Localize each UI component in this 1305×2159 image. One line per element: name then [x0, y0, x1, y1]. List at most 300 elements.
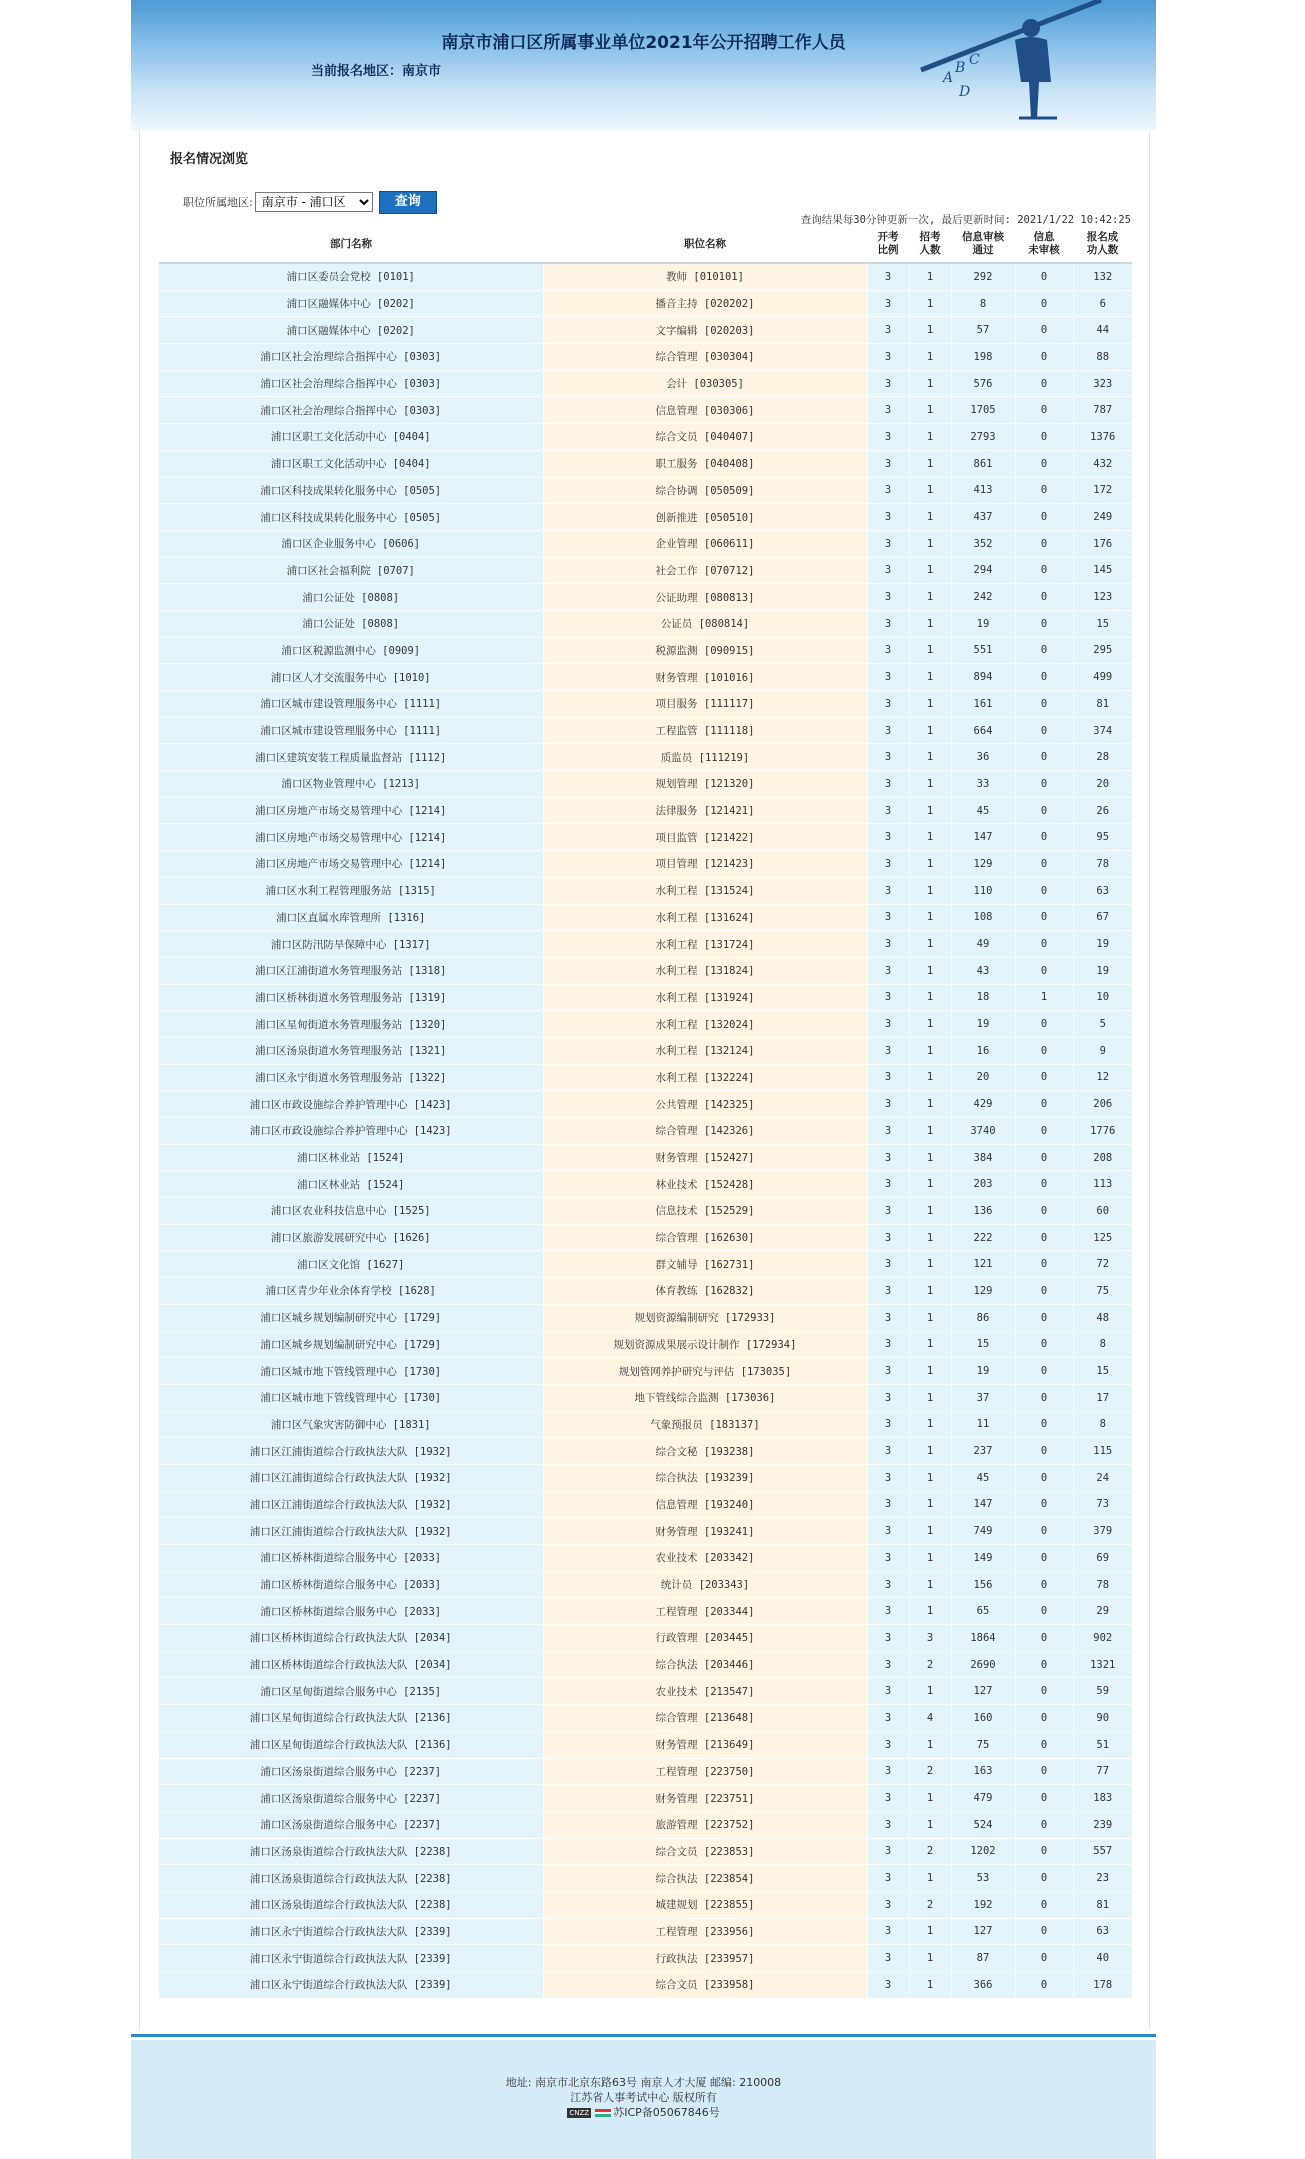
- position-cell: 财务管理 [213649]: [543, 1731, 867, 1758]
- position-cell: 规划管理 [121320]: [543, 771, 867, 798]
- recruit-count-cell: 1: [909, 1224, 951, 1251]
- registered-count-cell: 432: [1073, 450, 1132, 477]
- registered-count-cell: 902: [1073, 1625, 1132, 1652]
- recruit-count-cell: 1: [909, 1144, 951, 1171]
- registered-count-cell: 60: [1073, 1198, 1132, 1225]
- registered-count-cell: 206: [1073, 1091, 1132, 1118]
- footer-divider: [131, 2034, 1156, 2037]
- dept-cell: 浦口区永宁街道水务管理服务站 [1322]: [159, 1064, 543, 1091]
- info-pending-cell: 0: [1015, 1705, 1073, 1732]
- exam-ratio-cell: 3: [867, 1758, 909, 1785]
- info-pending-cell: 0: [1015, 931, 1073, 958]
- info-pending-cell: 0: [1015, 1144, 1073, 1171]
- position-cell: 工程监管 [111118]: [543, 717, 867, 744]
- icp-link[interactable]: 苏ICP备05067846号: [613, 2106, 720, 2119]
- info-approved-cell: 524: [951, 1811, 1015, 1838]
- position-cell: 法律服务 [121421]: [543, 797, 867, 824]
- registered-count-cell: 63: [1073, 1918, 1132, 1945]
- registered-count-cell: 5: [1073, 1011, 1132, 1038]
- table-row: [159, 1518, 1132, 1545]
- dept-cell: 浦口区桥林街道综合行政执法大队 [2034]: [159, 1651, 543, 1678]
- table-row: [159, 1545, 1132, 1572]
- registered-count-cell: 295: [1073, 637, 1132, 664]
- exam-ratio-cell: 3: [867, 1598, 909, 1625]
- col-info-pending-header: 信息 未审核: [1015, 226, 1073, 263]
- svg-text:C: C: [969, 52, 980, 68]
- exam-ratio-cell: 3: [867, 1411, 909, 1438]
- dept-cell: 浦口区城市地下管线管理中心 [1730]: [159, 1358, 543, 1385]
- recruit-count-cell: 1: [909, 397, 951, 424]
- exam-ratio-cell: 3: [867, 1064, 909, 1091]
- dept-cell: 浦口区江浦街道综合行政执法大队 [1932]: [159, 1464, 543, 1491]
- dept-cell: 浦口区市政设施综合养护管理中心 [1423]: [159, 1118, 543, 1145]
- exam-ratio-cell: 3: [867, 1945, 909, 1972]
- registered-count-cell: 323: [1073, 370, 1132, 397]
- table-row: [159, 1945, 1132, 1972]
- position-cell: 项目服务 [111117]: [543, 691, 867, 718]
- registered-count-cell: 123: [1073, 584, 1132, 611]
- registered-count-cell: 40: [1073, 1945, 1132, 1972]
- exam-ratio-cell: 3: [867, 477, 909, 504]
- registered-count-cell: 172: [1073, 477, 1132, 504]
- registered-count-cell: 19: [1073, 931, 1132, 958]
- recruit-count-cell: 1: [909, 1411, 951, 1438]
- recruit-count-cell: 1: [909, 957, 951, 984]
- exam-ratio-cell: 3: [867, 1464, 909, 1491]
- registered-count-cell: 115: [1073, 1438, 1132, 1465]
- registered-count-cell: 69: [1073, 1545, 1132, 1572]
- info-pending-cell: 0: [1015, 1438, 1073, 1465]
- recruit-count-cell: 1: [909, 450, 951, 477]
- info-approved-cell: 18: [951, 984, 1015, 1011]
- exam-ratio-cell: 3: [867, 317, 909, 344]
- table-row: [159, 610, 1132, 637]
- table-row: [159, 744, 1132, 771]
- recruit-count-cell: 2: [909, 1651, 951, 1678]
- dept-cell: 浦口区汤泉街道综合服务中心 [2237]: [159, 1758, 543, 1785]
- dept-cell: 浦口区星甸街道综合行政执法大队 [2136]: [159, 1731, 543, 1758]
- recruit-count-cell: 1: [909, 851, 951, 878]
- exam-ratio-cell: 3: [867, 957, 909, 984]
- exam-ratio-cell: 3: [867, 1198, 909, 1225]
- info-approved-cell: 15: [951, 1331, 1015, 1358]
- position-cell: 播音主持 [020202]: [543, 290, 867, 317]
- info-pending-cell: 0: [1015, 344, 1073, 371]
- recruit-count-cell: 1: [909, 1545, 951, 1572]
- query-button[interactable]: 查询: [379, 191, 437, 214]
- dept-cell: 浦口区建筑安装工程质量监督站 [1112]: [159, 744, 543, 771]
- dept-cell: 浦口区城市建设管理服务中心 [1111]: [159, 691, 543, 718]
- recruit-count-cell: 1: [909, 1598, 951, 1625]
- info-pending-cell: 0: [1015, 957, 1073, 984]
- exam-ratio-cell: 3: [867, 263, 909, 290]
- table-row: [159, 1171, 1132, 1198]
- position-cell: 旅游管理 [223752]: [543, 1811, 867, 1838]
- dept-cell: 浦口区汤泉街道综合服务中心 [2237]: [159, 1811, 543, 1838]
- dept-cell: 浦口区林业站 [1524]: [159, 1144, 543, 1171]
- registered-count-cell: 81: [1073, 691, 1132, 718]
- table-row: [159, 637, 1132, 664]
- dept-cell: 浦口区永宁街道综合行政执法大队 [2339]: [159, 1972, 543, 1999]
- registered-count-cell: 15: [1073, 1358, 1132, 1385]
- position-cell: 水利工程 [131924]: [543, 984, 867, 1011]
- info-pending-cell: 0: [1015, 1598, 1073, 1625]
- recruit-count-cell: 1: [909, 263, 951, 290]
- dept-cell: 浦口区汤泉街道综合行政执法大队 [2238]: [159, 1865, 543, 1892]
- registered-count-cell: 63: [1073, 877, 1132, 904]
- exam-ratio-cell: 3: [867, 637, 909, 664]
- exam-ratio-cell: 3: [867, 1518, 909, 1545]
- registered-count-cell: 1376: [1073, 424, 1132, 451]
- col-recruit-count-header: 招考 人数: [909, 226, 951, 263]
- position-cell: 规划资源成果展示设计制作 [172934]: [543, 1331, 867, 1358]
- col-info-approved-header: 信息审核 通过: [951, 226, 1015, 263]
- info-approved-cell: 37: [951, 1384, 1015, 1411]
- table-row: [159, 1838, 1132, 1865]
- info-approved-cell: 413: [951, 477, 1015, 504]
- registered-count-cell: 95: [1073, 824, 1132, 851]
- info-approved-cell: 2793: [951, 424, 1015, 451]
- exam-ratio-cell: 3: [867, 1304, 909, 1331]
- table-row: [159, 450, 1132, 477]
- table-row: [159, 1918, 1132, 1945]
- info-pending-cell: 0: [1015, 1198, 1073, 1225]
- registered-count-cell: 374: [1073, 717, 1132, 744]
- info-pending-cell: 0: [1015, 424, 1073, 451]
- position-cell: 综合执法 [193239]: [543, 1464, 867, 1491]
- info-pending-cell: 0: [1015, 1811, 1073, 1838]
- exam-ratio-cell: 3: [867, 1571, 909, 1598]
- info-approved-cell: 576: [951, 370, 1015, 397]
- position-cell: 综合管理 [213648]: [543, 1705, 867, 1732]
- info-approved-cell: 894: [951, 664, 1015, 691]
- info-pending-cell: 0: [1015, 1838, 1073, 1865]
- table-row: [159, 877, 1132, 904]
- dept-cell: 浦口区农业科技信息中心 [1525]: [159, 1198, 543, 1225]
- exam-ratio-cell: 3: [867, 1011, 909, 1038]
- info-pending-cell: 0: [1015, 290, 1073, 317]
- dept-cell: 浦口区城乡规划编制研究中心 [1729]: [159, 1304, 543, 1331]
- info-approved-cell: 156: [951, 1571, 1015, 1598]
- recruit-count-cell: 1: [909, 1918, 951, 1945]
- registered-count-cell: 29: [1073, 1598, 1132, 1625]
- table-row: [159, 931, 1132, 958]
- position-cell: 群文辅导 [162731]: [543, 1251, 867, 1278]
- position-cell: 质监员 [111219]: [543, 744, 867, 771]
- info-pending-cell: 0: [1015, 1358, 1073, 1385]
- table-row: [159, 717, 1132, 744]
- exam-ratio-cell: 3: [867, 931, 909, 958]
- info-approved-cell: 45: [951, 797, 1015, 824]
- position-cell: 综合执法 [203446]: [543, 1651, 867, 1678]
- position-cell: 城建规划 [223855]: [543, 1891, 867, 1918]
- position-cell: 气象预报员 [183137]: [543, 1411, 867, 1438]
- table-row: [159, 1758, 1132, 1785]
- exam-ratio-cell: 3: [867, 851, 909, 878]
- exam-ratio-cell: 3: [867, 610, 909, 637]
- recruit-count-cell: 1: [909, 1198, 951, 1225]
- position-cell: 统计员 [203343]: [543, 1571, 867, 1598]
- svg-text:D: D: [959, 84, 971, 100]
- info-approved-cell: 384: [951, 1144, 1015, 1171]
- dept-cell: 浦口公证处 [0808]: [159, 610, 543, 637]
- exam-ratio-cell: 3: [867, 530, 909, 557]
- dept-cell: 浦口区江浦街道综合行政执法大队 [1932]: [159, 1438, 543, 1465]
- dept-cell: 浦口区永宁街道综合行政执法大队 [2339]: [159, 1918, 543, 1945]
- recruit-count-cell: 1: [909, 290, 951, 317]
- exam-ratio-cell: 3: [867, 1438, 909, 1465]
- position-cell: 社会工作 [070712]: [543, 557, 867, 584]
- position-cell: 水利工程 [131724]: [543, 931, 867, 958]
- info-approved-cell: 292: [951, 263, 1015, 290]
- info-pending-cell: 0: [1015, 504, 1073, 531]
- info-approved-cell: 437: [951, 504, 1015, 531]
- info-pending-cell: 0: [1015, 1491, 1073, 1518]
- exam-ratio-cell: 3: [867, 1838, 909, 1865]
- dept-cell: 浦口区桥林街道综合行政执法大队 [2034]: [159, 1625, 543, 1652]
- dept-cell: 浦口区江浦街道水务管理服务站 [1318]: [159, 957, 543, 984]
- recruit-count-cell: 1: [909, 370, 951, 397]
- position-cell: 综合管理 [142326]: [543, 1118, 867, 1145]
- exam-ratio-cell: 3: [867, 1144, 909, 1171]
- exam-ratio-cell: 3: [867, 1491, 909, 1518]
- registered-count-cell: 10: [1073, 984, 1132, 1011]
- position-cell: 公共管理 [142325]: [543, 1091, 867, 1118]
- registered-count-cell: 183: [1073, 1785, 1132, 1812]
- position-cell: 水利工程 [132024]: [543, 1011, 867, 1038]
- info-pending-cell: 0: [1015, 1972, 1073, 1999]
- table-row: [159, 1705, 1132, 1732]
- gov-badge-icon: [595, 2109, 611, 2117]
- registered-count-cell: 28: [1073, 744, 1132, 771]
- info-pending-cell: 0: [1015, 1731, 1073, 1758]
- table-row: [159, 904, 1132, 931]
- table-row: [159, 851, 1132, 878]
- dept-cell: 浦口区星甸街道综合服务中心 [2135]: [159, 1678, 543, 1705]
- exam-ratio-cell: 3: [867, 1251, 909, 1278]
- recruit-count-cell: 1: [909, 1171, 951, 1198]
- recruit-count-cell: 1: [909, 1972, 951, 1999]
- position-cell: 农业技术 [203342]: [543, 1545, 867, 1572]
- registered-count-cell: 239: [1073, 1811, 1132, 1838]
- dept-cell: 浦口区社会治理综合指挥中心 [0303]: [159, 370, 543, 397]
- exam-ratio-cell: 3: [867, 397, 909, 424]
- info-pending-cell: 0: [1015, 1651, 1073, 1678]
- dept-cell: 浦口区气象灾害防御中心 [1831]: [159, 1411, 543, 1438]
- position-cell: 财务管理 [152427]: [543, 1144, 867, 1171]
- svg-text:A: A: [943, 70, 954, 86]
- exam-ratio-cell: 3: [867, 1865, 909, 1892]
- info-approved-cell: 366: [951, 1972, 1015, 1999]
- info-pending-cell: 0: [1015, 1064, 1073, 1091]
- position-cell: 综合文员 [233958]: [543, 1972, 867, 1999]
- area-select[interactable]: [255, 192, 373, 212]
- info-pending-cell: 0: [1015, 397, 1073, 424]
- exam-ratio-cell: 3: [867, 1705, 909, 1732]
- registered-count-cell: 499: [1073, 664, 1132, 691]
- table-row: [159, 1598, 1132, 1625]
- recruit-count-cell: 1: [909, 1278, 951, 1305]
- dept-cell: 浦口区融媒体中心 [0202]: [159, 290, 543, 317]
- info-pending-cell: 0: [1015, 1464, 1073, 1491]
- info-approved-cell: 8: [951, 290, 1015, 317]
- registered-count-cell: 12: [1073, 1064, 1132, 1091]
- table-row: [159, 397, 1132, 424]
- registered-count-cell: 113: [1073, 1171, 1132, 1198]
- info-pending-cell: 0: [1015, 1945, 1073, 1972]
- registered-count-cell: 26: [1073, 797, 1132, 824]
- info-approved-cell: 192: [951, 1891, 1015, 1918]
- table-row: [159, 984, 1132, 1011]
- info-approved-cell: 127: [951, 1918, 1015, 1945]
- recruit-count-cell: 1: [909, 877, 951, 904]
- recruit-count-cell: 1: [909, 797, 951, 824]
- position-cell: 水利工程 [131624]: [543, 904, 867, 931]
- table-row: [159, 1972, 1132, 1999]
- info-pending-cell: 0: [1015, 851, 1073, 878]
- exam-ratio-cell: 3: [867, 584, 909, 611]
- table-row: [159, 504, 1132, 531]
- recruit-count-cell: 1: [909, 1304, 951, 1331]
- exam-ratio-cell: 3: [867, 1118, 909, 1145]
- table-row: [159, 957, 1132, 984]
- exam-ratio-cell: 3: [867, 370, 909, 397]
- exam-ratio-cell: 3: [867, 1785, 909, 1812]
- info-pending-cell: 1: [1015, 984, 1073, 1011]
- registered-count-cell: 77: [1073, 1758, 1132, 1785]
- position-cell: 综合文员 [223853]: [543, 1838, 867, 1865]
- dept-cell: 浦口区防汛防旱保障中心 [1317]: [159, 931, 543, 958]
- exam-ratio-cell: 3: [867, 904, 909, 931]
- table-row: [159, 1785, 1132, 1812]
- dept-cell: 浦口区房地产市场交易管理中心 [1214]: [159, 824, 543, 851]
- exam-ratio-cell: 3: [867, 664, 909, 691]
- exam-ratio-cell: 3: [867, 691, 909, 718]
- dept-cell: 浦口区星甸街道综合行政执法大队 [2136]: [159, 1705, 543, 1732]
- exam-ratio-cell: 3: [867, 1384, 909, 1411]
- table-row: [159, 1491, 1132, 1518]
- dept-cell: 浦口区桥林街道综合服务中心 [2033]: [159, 1571, 543, 1598]
- recruit-count-cell: 1: [909, 1064, 951, 1091]
- dept-cell: 浦口区汤泉街道综合行政执法大队 [2238]: [159, 1891, 543, 1918]
- info-approved-cell: 11: [951, 1411, 1015, 1438]
- info-approved-cell: 1864: [951, 1625, 1015, 1652]
- info-pending-cell: 0: [1015, 744, 1073, 771]
- info-pending-cell: 0: [1015, 904, 1073, 931]
- dept-cell: 浦口区青少年业余体育学校 [1628]: [159, 1278, 543, 1305]
- position-cell: 综合协调 [050509]: [543, 477, 867, 504]
- recruit-count-cell: 1: [909, 477, 951, 504]
- recruit-count-cell: 1: [909, 824, 951, 851]
- info-pending-cell: 0: [1015, 1037, 1073, 1064]
- info-approved-cell: 147: [951, 824, 1015, 851]
- info-pending-cell: 0: [1015, 771, 1073, 798]
- info-pending-cell: 0: [1015, 691, 1073, 718]
- current-region: [311, 60, 441, 79]
- info-pending-cell: 0: [1015, 1224, 1073, 1251]
- recruit-count-cell: 1: [909, 557, 951, 584]
- dept-cell: 浦口区房地产市场交易管理中心 [1214]: [159, 851, 543, 878]
- recruit-count-cell: 2: [909, 1838, 951, 1865]
- exam-ratio-cell: 3: [867, 344, 909, 371]
- info-approved-cell: 3740: [951, 1118, 1015, 1145]
- info-approved-cell: 65: [951, 1598, 1015, 1625]
- dept-cell: 浦口区直属水库管理所 [1316]: [159, 904, 543, 931]
- info-pending-cell: 0: [1015, 317, 1073, 344]
- recruit-count-cell: 1: [909, 744, 951, 771]
- info-pending-cell: 0: [1015, 1411, 1073, 1438]
- dept-cell: 浦口区人才交流服务中心 [1010]: [159, 664, 543, 691]
- info-approved-cell: 53: [951, 1865, 1015, 1892]
- registered-count-cell: 787: [1073, 397, 1132, 424]
- site-header: [131, 0, 1156, 130]
- registered-count-cell: 19: [1073, 957, 1132, 984]
- table-row: [159, 263, 1132, 290]
- info-pending-cell: 0: [1015, 1331, 1073, 1358]
- dept-cell: 浦口区房地产市场交易管理中心 [1214]: [159, 797, 543, 824]
- position-cell: 农业技术 [213547]: [543, 1678, 867, 1705]
- dept-cell: 浦口区市政设施综合养护管理中心 [1423]: [159, 1091, 543, 1118]
- table-header-row: [159, 226, 1132, 263]
- cnzz-badge[interactable]: CNZZ: [567, 2108, 591, 2118]
- info-pending-cell: 0: [1015, 664, 1073, 691]
- position-cell: 水利工程 [131524]: [543, 877, 867, 904]
- position-cell: 体育教练 [162832]: [543, 1278, 867, 1305]
- table-row: [159, 1064, 1132, 1091]
- info-approved-cell: 352: [951, 530, 1015, 557]
- info-approved-cell: 121: [951, 1251, 1015, 1278]
- table-row: [159, 1011, 1132, 1038]
- dept-cell: 浦口区城市地下管线管理中心 [1730]: [159, 1384, 543, 1411]
- registered-count-cell: 6: [1073, 290, 1132, 317]
- position-cell: 综合管理 [030304]: [543, 344, 867, 371]
- position-cell: 综合管理 [162630]: [543, 1224, 867, 1251]
- registered-count-cell: 51: [1073, 1731, 1132, 1758]
- exam-ratio-cell: 3: [867, 1731, 909, 1758]
- registered-count-cell: 145: [1073, 557, 1132, 584]
- registration-table: [159, 226, 1132, 1999]
- content-panel: [139, 130, 1150, 2030]
- table-row: [159, 317, 1132, 344]
- recruit-count-cell: 1: [909, 1811, 951, 1838]
- registered-count-cell: 1321: [1073, 1651, 1132, 1678]
- exam-ratio-cell: 3: [867, 290, 909, 317]
- position-cell: 综合文秘 [193238]: [543, 1438, 867, 1465]
- recruit-count-cell: 1: [909, 530, 951, 557]
- recruit-count-cell: 1: [909, 1438, 951, 1465]
- exam-ratio-cell: 3: [867, 824, 909, 851]
- dept-cell: 浦口区江浦街道综合行政执法大队 [1932]: [159, 1518, 543, 1545]
- dept-cell: 浦口区旅游发展研究中心 [1626]: [159, 1224, 543, 1251]
- info-approved-cell: 19: [951, 1358, 1015, 1385]
- exam-ratio-cell: 3: [867, 1358, 909, 1385]
- dept-cell: 浦口区汤泉街道水务管理服务站 [1321]: [159, 1037, 543, 1064]
- dept-cell: 浦口区桥林街道综合服务中心 [2033]: [159, 1598, 543, 1625]
- table-row: [159, 1037, 1132, 1064]
- info-approved-cell: 198: [951, 344, 1015, 371]
- footer-address: 地址: 南京市北京东路63号 南京人才大厦 邮编: 210008: [505, 2076, 782, 2089]
- recruit-count-cell: 1: [909, 1037, 951, 1064]
- table-row: [159, 1625, 1132, 1652]
- table-row: [159, 290, 1132, 317]
- dept-cell: 浦口区社会治理综合指挥中心 [0303]: [159, 344, 543, 371]
- col-exam-ratio-header: 开考 比例: [867, 226, 909, 263]
- registered-count-cell: 132: [1073, 263, 1132, 290]
- info-pending-cell: 0: [1015, 477, 1073, 504]
- exam-ratio-cell: 3: [867, 1678, 909, 1705]
- recruit-count-cell: 1: [909, 1384, 951, 1411]
- info-pending-cell: 0: [1015, 1785, 1073, 1812]
